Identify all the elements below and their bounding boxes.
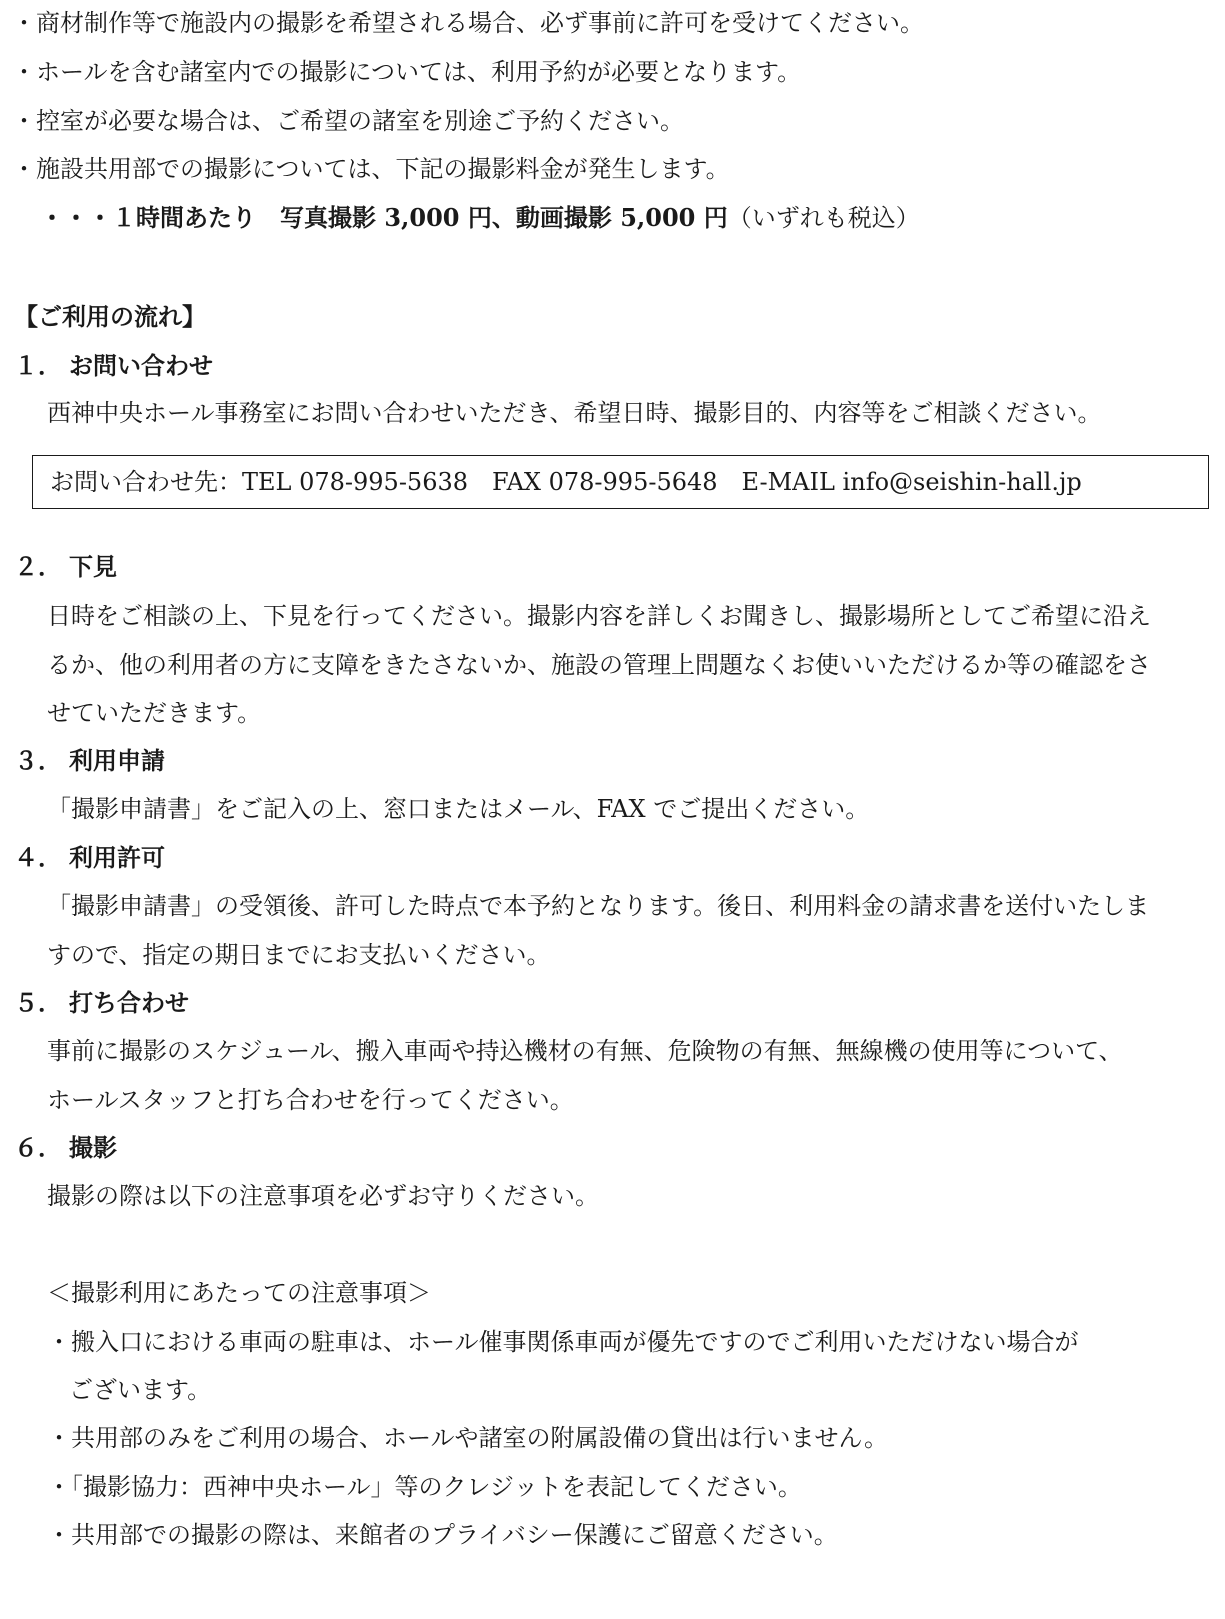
step-title: 撮影 (69, 1133, 117, 1162)
caution-line: ・「撮影協力：西神中央ホール」等のクレジットを表記してください。 (47, 1473, 802, 1501)
step-heading (14, 551, 117, 583)
note-line: ・施設共用部での撮影については、下記の撮影料金が発生します。 (12, 155, 730, 183)
step-text: せていただきます。 (47, 699, 262, 727)
step-text: すので、指定の期日までにお支払いください。 (47, 941, 551, 969)
step-number: １． (14, 351, 62, 380)
flow-title: 【ご利用の流れ】 (14, 302, 206, 331)
step-title: 利用許可 (69, 843, 165, 872)
step-number: ６． (14, 1133, 62, 1162)
step-title: お問い合わせ (69, 351, 213, 380)
step-text: 「撮影申請書」の受領後、許可した時点で本予約となります。後日、利用料金の請求書を送付いたしま (47, 892, 1150, 920)
step-heading (14, 987, 189, 1019)
contact-text: お問い合わせ先：TEL 078-995-5638 FAX 078-995-5648 E-MAIL info@seishin-hall.jp (50, 468, 1082, 496)
tax-note: （いずれも税込） (727, 204, 920, 232)
caution-line: ・搬入口における車両の駐車は、ホール催事関係車両が優先ですのでご利用いただけない場合が (47, 1328, 1079, 1356)
step-title: 打ち合わせ (69, 988, 189, 1017)
step-text: 日時をご相談の上、下見を行ってください。撮影内容を詳しくお聞きし、撮影場所としてご希望に沿え (47, 602, 1151, 630)
fee-text: ・・・１時間あたり 写真撮影 3,000 円、動画撮影 5,000 円 (40, 203, 728, 232)
step-heading (14, 842, 165, 874)
step-text: 事前に撮影のスケジュール、搬入車両や持込機材の有無、危険物の有無、無線機の使用等について、 (47, 1037, 1123, 1065)
step-text: 西神中央ホール事務室にお問い合わせいただき、希望日時、撮影目的、内容等をご相談ください。 (47, 399, 1102, 427)
caution-line: ・共用部のみをご利用の場合、ホールや諸室の附属設備の貸出は行いません。 (47, 1424, 888, 1452)
step-text: 撮影の際は以下の注意事項を必ずお守りください。 (47, 1182, 599, 1210)
step-number: ５． (14, 988, 62, 1017)
step-title: 利用申請 (69, 746, 165, 775)
caution-line: ・共用部での撮影の際は、来館者のプライバシー保護にご留意ください。 (47, 1521, 838, 1549)
caution-line: ございます。 (69, 1376, 212, 1404)
note-line: ・ホールを含む諸室内での撮影については、利用予約が必要となります。 (12, 58, 802, 86)
step-title: 下見 (69, 552, 117, 581)
note-line: ・控室が必要な場合は、ご希望の諸室を別途ご予約ください。 (12, 107, 684, 135)
step-number: ２． (14, 552, 62, 581)
step-heading (14, 745, 165, 777)
fee-line (40, 202, 920, 234)
step-text: 「撮影申請書」をご記入の上、窓口またはメール、FAX でご提出ください。 (47, 795, 870, 823)
step-number: ４． (14, 843, 62, 872)
step-text: るか、他の利用者の方に支障をきたさないか、施設の管理上問題なくお使いいただけるか等の確認をさ (47, 651, 1151, 679)
step-heading (14, 1132, 117, 1164)
step-text: ホールスタッフと打ち合わせを行ってください。 (47, 1086, 574, 1114)
cautions-title: ＜撮影利用にあたっての注意事項＞ (47, 1279, 431, 1307)
contact-box (32, 455, 1209, 509)
step-heading (14, 350, 213, 382)
note-line: ・商材制作等で施設内の撮影を希望される場合、必ず事前に許可を受けてください。 (12, 9, 924, 37)
step-number: ３． (14, 746, 62, 775)
